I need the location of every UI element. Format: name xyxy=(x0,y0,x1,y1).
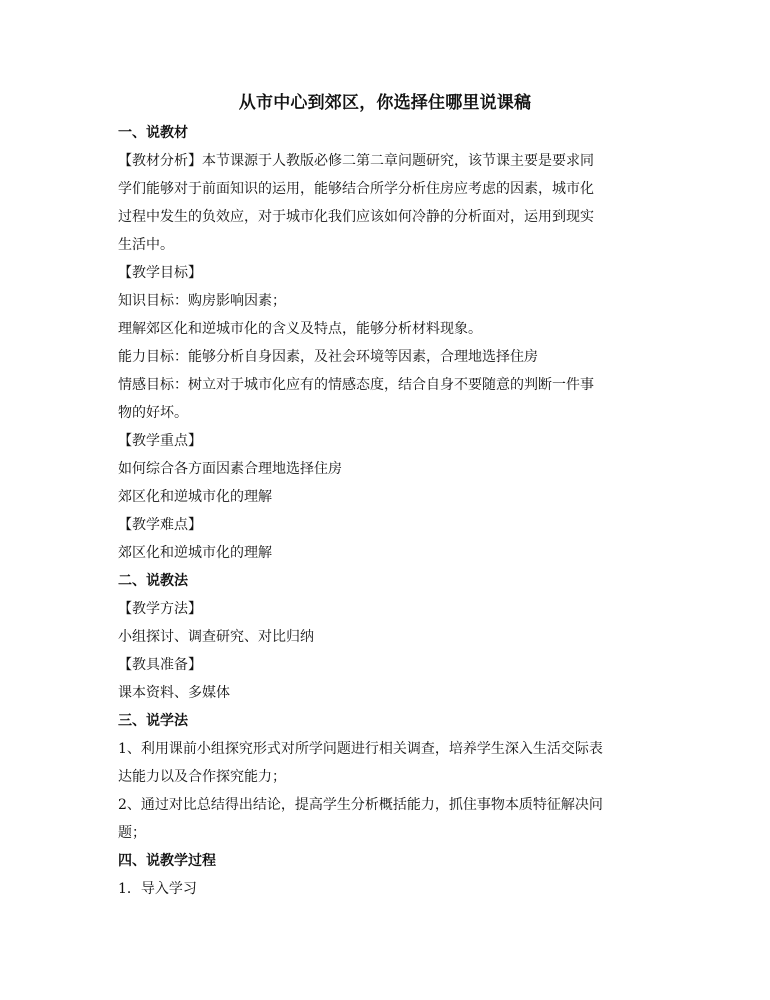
section-heading: 四、说教学过程 xyxy=(118,853,216,869)
body-line: 【教材分析】本节课源于人教版必修二第二章问题研究，该节课主要是要求同 xyxy=(118,153,594,169)
document-title: 从市中心到郊区，你选择住哪里说课稿 xyxy=(238,93,532,113)
body-line: 题； xyxy=(118,825,146,841)
body-line: 达能力以及合作探究能力； xyxy=(118,769,286,785)
body-line: 情感目标：树立对于城市化应有的情感态度，结合自身不要随意的判断一件事 xyxy=(118,377,594,393)
body-line: 【教学目标】 xyxy=(118,265,202,281)
body-line: 【教学重点】 xyxy=(118,433,202,449)
body-line: 【教具准备】 xyxy=(118,657,202,673)
body-line: 物的好坏。 xyxy=(118,405,188,421)
body-line: 郊区化和逆城市化的理解 xyxy=(118,489,272,505)
body-line: 2、通过对比总结得出结论，提高学生分析概括能力，抓住事物本质特征解决问 xyxy=(118,797,603,813)
body-line: 1、利用课前小组探究形式对所学问题进行相关调查，培养学生深入生活交际表 xyxy=(118,741,603,757)
body-line: 学们能够对于前面知识的运用，能够结合所学分析住房应考虑的因素，城市化 xyxy=(118,181,594,197)
body-line: 能力目标：能够分析自身因素，及社会环境等因素，合理地选择住房 xyxy=(118,349,538,365)
body-line: 过程中发生的负效应，对于城市化我们应该如何冷静的分析面对，运用到现实 xyxy=(118,209,594,225)
document-body xyxy=(118,119,653,903)
body-line: 【教学难点】 xyxy=(118,517,202,533)
section-heading: 三、说学法 xyxy=(118,713,188,729)
body-line: 郊区化和逆城市化的理解 xyxy=(118,545,272,561)
body-line: 1．导入学习 xyxy=(118,881,197,897)
section-heading: 一、说教材 xyxy=(118,125,188,141)
body-line: 生活中。 xyxy=(118,237,174,253)
section-heading: 二、说教法 xyxy=(118,573,188,589)
body-line: 知识目标：购房影响因素； xyxy=(118,293,286,309)
body-line: 课本资料、多媒体 xyxy=(118,685,230,701)
body-line: 小组探讨、调查研究、对比归纳 xyxy=(118,629,314,645)
body-line: 【教学方法】 xyxy=(118,601,202,617)
body-line: 理解郊区化和逆城市化的含义及特点，能够分析材料现象。 xyxy=(118,321,482,337)
body-line: 如何综合各方面因素合理地选择住房 xyxy=(118,461,342,477)
